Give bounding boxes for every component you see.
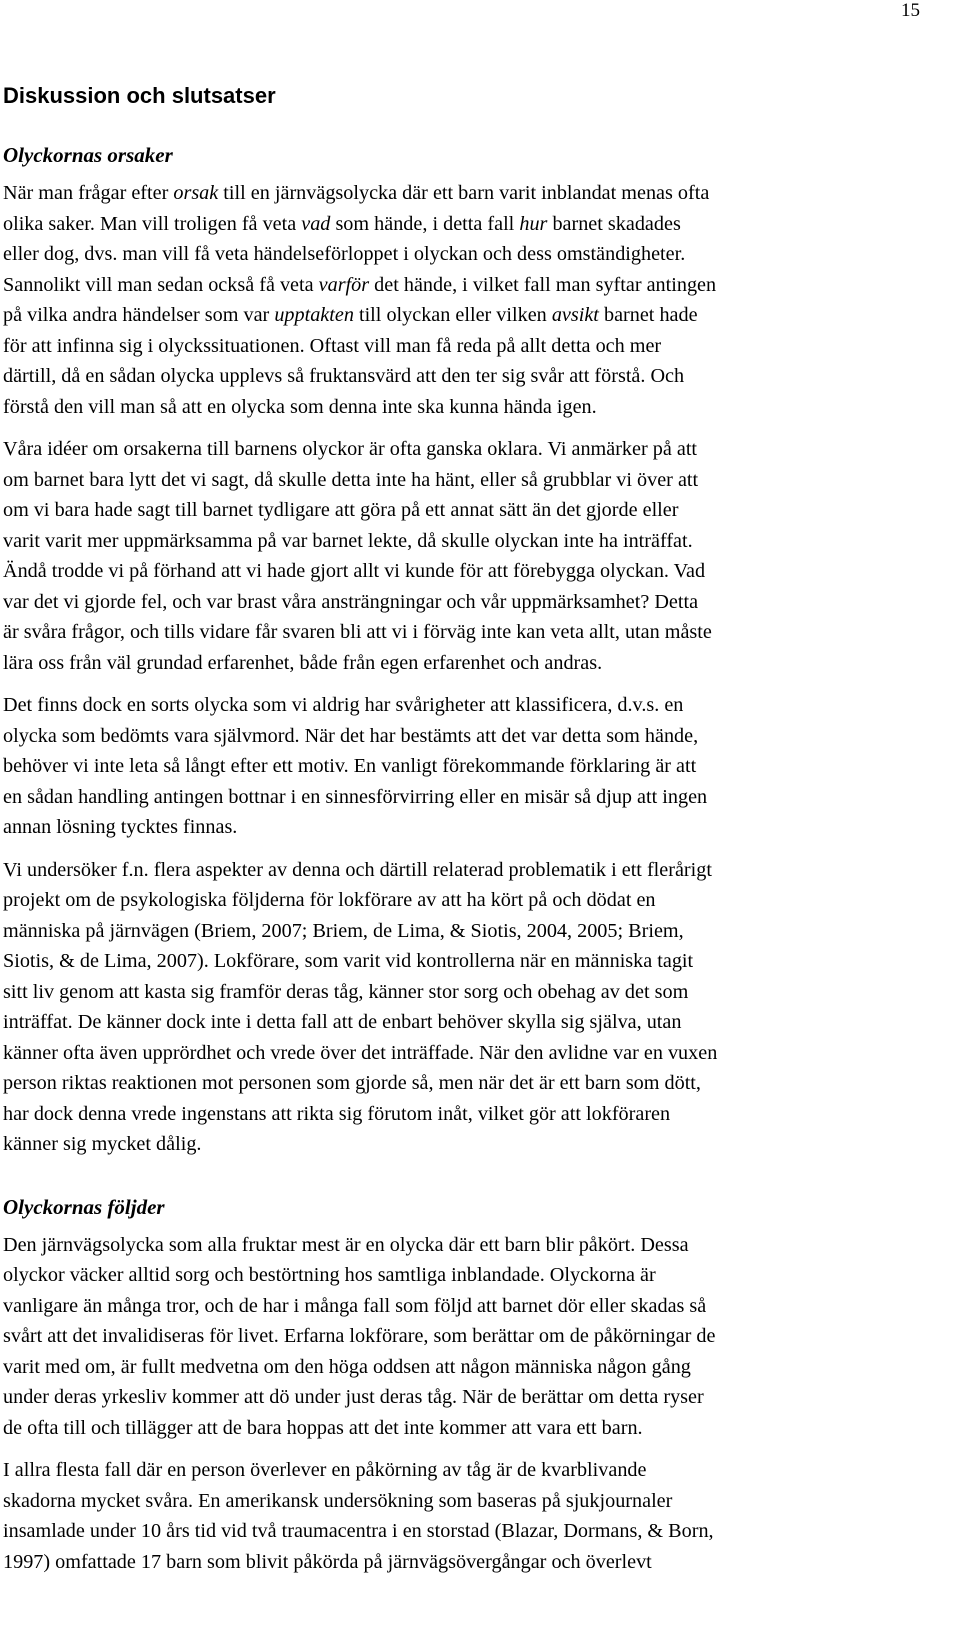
text-line	[3, 361, 923, 392]
text-run: därtill, då en sådan olycka upplevs så fruktansvärd att den ter sig svår att förstå. Och	[3, 365, 685, 387]
text-run: skadorna mycket svåra. En amerikansk undersökning som baseras på sjukjournaler	[3, 1489, 673, 1512]
text-line	[3, 690, 923, 721]
text-run: eller dog, dvs. man vill få veta händelseförloppet i olyckan och dess omständigheter.	[3, 243, 686, 265]
text-line	[3, 392, 923, 423]
section-consequences-paragraphs	[3, 1230, 923, 1578]
text-line	[3, 1007, 923, 1038]
text-line	[3, 1516, 923, 1547]
text-run: person riktas reaktionen mot personen som gjorde så, men när det är ett barn som dött,	[3, 1072, 701, 1094]
text-line	[3, 977, 923, 1008]
text-line	[3, 270, 923, 301]
emphasized-text: upptakten	[274, 304, 354, 326]
text-run: vanligare än många tror, och de har i många fall som följd att barnet dör eller skadas så	[3, 1294, 707, 1317]
text-line	[3, 648, 923, 679]
text-line	[3, 1455, 923, 1486]
paragraph	[3, 855, 923, 1160]
text-line	[3, 1038, 923, 1069]
text-line	[3, 721, 923, 752]
text-line	[3, 1413, 923, 1444]
paragraph	[3, 178, 923, 422]
text-run: till en järnvägsolycka där ett barn varit inblandat menas ofta	[218, 182, 710, 204]
text-run: har dock denna vrede ingenstans att rikta sig förutom inåt, vilket gör att lokföraren	[3, 1102, 671, 1125]
text-line	[3, 1068, 923, 1099]
text-line	[3, 751, 923, 782]
text-run: känner sig mycket dålig.	[3, 1133, 202, 1155]
text-run: olycka som bedömts vara självmord. När det har bestämts att det var detta som hände,	[3, 724, 699, 747]
text-line	[3, 617, 923, 648]
text-run: är svåra frågor, och tills vidare får svaren bli att vi i förväg inte kan veta allt, utan måste	[3, 621, 712, 643]
text-run: känner ofta även upprördhet och vrede över det inträffade. När den avlidne var en vuxen	[3, 1041, 718, 1064]
text-run: Den järnvägsolycka som alla fruktar mest är en olycka där ett barn blir påkört. Dessa	[3, 1233, 689, 1256]
text-line	[3, 331, 923, 362]
emphasized-text: orsak	[173, 182, 219, 204]
text-run: varit varit mer uppmärksamma på var barnet lekte, då skulle olyckan inte ha inträffat.	[3, 529, 693, 552]
text-line	[3, 1291, 923, 1322]
text-run: varit med om, är fullt medvetna om den höga oddsen att någon människa någon gång	[3, 1355, 691, 1378]
text-run: barnet hade	[598, 304, 698, 326]
text-run: annan lösning tycktes finnas.	[3, 816, 238, 838]
text-run: barnet skadades	[547, 212, 681, 235]
text-line	[3, 1486, 923, 1517]
text-run: Siotis, & de Lima, 2007). Lokförare, som varit vid kontrollerna när en människa tagit	[3, 950, 694, 972]
text-run: om vi bara hade sagt till barnet tydligare att göra på ett annat sätt än det gjorde eller	[3, 499, 679, 521]
text-line	[3, 526, 923, 557]
text-run: för att infinna sig i olyckssituationen. Oftast vill man få reda på allt detta och mer	[3, 334, 662, 357]
text-line	[3, 1352, 923, 1383]
text-run: människa på järnvägen (Briem, 2007; Briem, de Lima, & Siotis, 2004, 2005; Briem,	[3, 919, 684, 942]
section-gap	[3, 1172, 923, 1192]
paragraph	[3, 1230, 923, 1444]
paragraph	[3, 434, 923, 678]
paragraph	[3, 1455, 923, 1577]
text-line	[3, 916, 923, 947]
text-line	[3, 946, 923, 977]
text-run: inträffat. De känner dock inte i detta fall att de enbart behöver skylla sig själva, utan	[3, 1011, 682, 1033]
text-run: Det finns dock en sorts olycka som vi aldrig har svårigheter att klassificera, d.v.s. en	[3, 694, 684, 716]
page-number: 15	[901, 0, 920, 21]
text-run: Sannolikt vill man sedan också få veta	[3, 273, 319, 296]
text-run: När man frågar efter	[3, 182, 174, 204]
text-run: lära oss från väl grundad erfarenhet, både från egen erfarenhet och andras.	[3, 651, 603, 674]
text-run: 1997) omfattade 17 barn som blivit påkörda på järnvägsövergångar och överlevt	[3, 1550, 652, 1573]
text-run: var det vi gjorde fel, och var brast våra ansträngningar och vår uppmärksamhet? Detta	[3, 590, 699, 613]
text-run: projekt om de psykologiska följderna för lokförare av att ha kört på och dödat en	[3, 889, 656, 911]
text-run: sitt liv genom att kasta sig framför deras tåg, känner stor sorg och obehag av det som	[3, 980, 689, 1003]
text-run: svårt att det invalidiseras för livet. Erfarna lokförare, som berättar om de påkörningar de	[3, 1325, 716, 1347]
text-line	[3, 1547, 923, 1578]
text-line	[3, 1129, 923, 1160]
text-run: till olyckan eller vilken	[353, 304, 552, 326]
text-line	[3, 495, 923, 526]
text-line	[3, 812, 923, 843]
text-run: det hände, i vilket fall man syftar antingen	[369, 273, 717, 296]
text-run: förstå den vill man så att en olycka som denna inte ska kunna hända igen.	[3, 395, 597, 418]
text-line	[3, 1230, 923, 1261]
text-run: en sådan handling antingen bottnar i en sinnesförvirring eller en misär så djup att ingen	[3, 785, 708, 808]
text-run: olika saker. Man vill troligen få veta	[3, 212, 302, 235]
text-line	[3, 782, 923, 813]
text-run: under deras yrkesliv kommer att dö under just deras tåg. När de berättar om detta ryser	[3, 1386, 704, 1408]
text-line	[3, 178, 923, 209]
text-run: behöver vi inte leta så långt efter ett motiv. En vanligt förekommande förklaring är att	[3, 755, 697, 777]
text-line	[3, 209, 923, 240]
text-run: som hände, i detta fall	[330, 212, 520, 235]
emphasized-text: avsikt	[551, 304, 599, 326]
text-line	[3, 1099, 923, 1130]
text-line	[3, 1382, 923, 1413]
text-line	[3, 556, 923, 587]
text-line	[3, 300, 923, 331]
text-line	[3, 855, 923, 886]
text-run: de ofta till och tillägger att de bara hoppas att det inte kommer att vara ett barn.	[3, 1416, 643, 1439]
text-run: Våra idéer om orsakerna till barnens olyckor är ofta ganska oklara. Vi anmärker på att	[3, 438, 698, 460]
text-run: olyckor väcker alltid sorg och bestörtning hos samtliga inblandade. Olyckorna är	[3, 1264, 656, 1286]
subsection-title-consequences: Olyckornas följder	[3, 1194, 165, 1219]
text-run: om barnet bara lytt det vi sagt, då skulle detta inte ha hänt, eller så grubblar vi över att	[3, 468, 699, 491]
text-line	[3, 1321, 923, 1352]
text-run: Ändå trodde vi på förhand att vi hade gjort allt vi kunde för att förebygga olyckan. Vad	[3, 560, 706, 582]
text-line	[3, 885, 923, 916]
document-body	[3, 80, 923, 1589]
text-line	[3, 239, 923, 270]
section-causes-paragraphs	[3, 178, 923, 1160]
text-run: I allra flesta fall där en person överlever en påkörning av tåg är de kvarblivande	[3, 1459, 647, 1481]
emphasized-text: hur	[519, 212, 548, 235]
emphasized-text: vad	[301, 212, 331, 235]
paragraph	[3, 690, 923, 843]
text-line	[3, 434, 923, 465]
text-run: Vi undersöker f.n. flera aspekter av denna och därtill relaterad problematik i ett flerårigt	[3, 858, 712, 881]
section-heading: Diskussion och slutsatser	[3, 83, 276, 108]
text-run: på vilka andra händelser som var	[3, 304, 275, 326]
text-line	[3, 465, 923, 496]
text-run: insamlade under 10 års tid vid två traumacentra i en storstad (Blazar, Dormans, & Born,	[3, 1520, 714, 1542]
text-line	[3, 1260, 923, 1291]
text-line	[3, 587, 923, 618]
subsection-title-causes: Olyckornas orsaker	[3, 143, 173, 167]
emphasized-text: varför	[318, 273, 370, 296]
